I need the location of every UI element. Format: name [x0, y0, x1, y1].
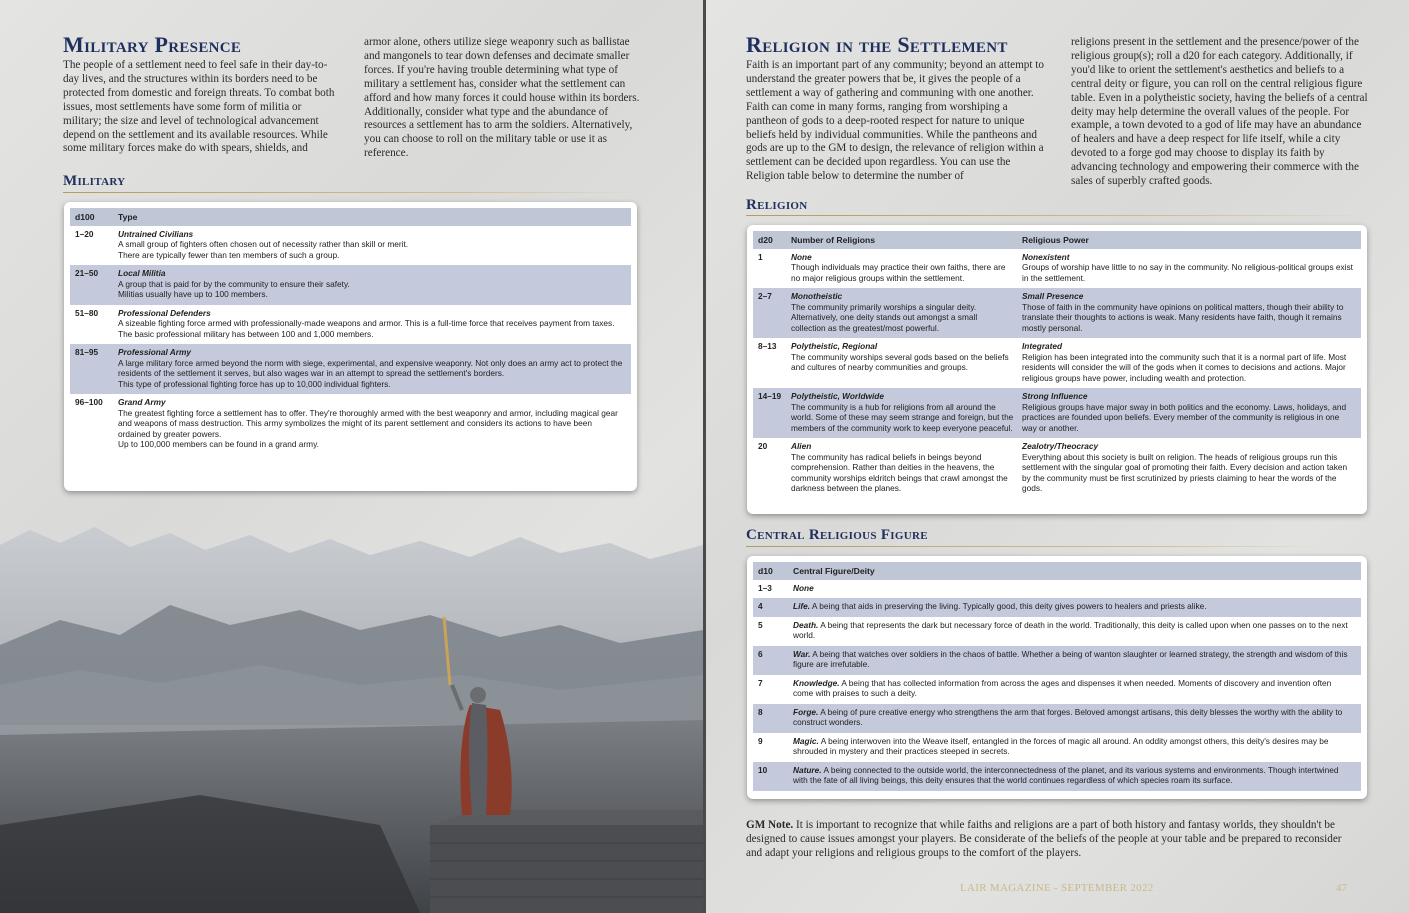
table-row — [753, 675, 1361, 704]
table-row — [753, 288, 1361, 338]
figure-cell — [793, 649, 1361, 670]
table-row — [753, 338, 1361, 388]
religion-count-name: None — [791, 251, 812, 262]
religion-count-name: Alien — [791, 441, 812, 451]
religion-table-body — [753, 249, 1361, 499]
figure-name: Knowledge. — [793, 677, 840, 688]
religion-count-name: Polytheistic, Regional — [791, 341, 878, 351]
knight-illustration — [0, 525, 703, 913]
row-description: This type of professional fighting force has up to 10,000 individual fighters. — [118, 378, 391, 389]
row-content — [118, 229, 631, 261]
figure-description: A being interwoven into the Weave itself, entangled in the forces of magic all around. An oddity amongst others, this deity's desires may be shrouded in mystery and their practices steeped in secrets. — [793, 735, 1329, 756]
table-row — [753, 646, 1361, 675]
header-religious-power: Religious Power — [1022, 235, 1089, 245]
military-heading: Military — [63, 173, 126, 189]
roll-range: 8 — [758, 706, 763, 717]
roll-range: 4 — [758, 601, 763, 611]
military-intro-col1: The people of a settlement need to feel safe in their day-to-day lives, and the structures within its borders need to be protected from domestic and foreign threats. To combat both issues, most settlements have some form of militia or military; the size and level of technological advancement depend on the settlement and its available resources. While some military forces make do with spears, shields, and — [63, 59, 335, 155]
table-row — [753, 704, 1361, 733]
row-name: Untrained Civilians — [118, 228, 194, 239]
religion-intro-col2: religions present in the settlement and the presence/power of the religious group(s); roll a d20 for each category. Additionally, if you'd like to orient the settlement's aesthetics and beliefs to a central deity or figure, you can roll on the central religious figure table. Even in a polytheistic society, having the beliefs of a central deity may help determine the overall values of the people. For example, a town devoted to a god of life may have an abundance of healers and have a deep respect for life itself, while a city devoted to a forge god may choose to display its faith by advancing technology and empowering their commerce with the sales of superbly crafted goods. — [1071, 36, 1368, 188]
religion-count-name: Polytheistic, Worldwide — [791, 391, 884, 401]
religious-power-cell — [1022, 291, 1361, 333]
figure-cell — [793, 678, 1361, 699]
row-content — [118, 397, 631, 450]
figure-name: War. — [793, 648, 811, 659]
page-number: 47 — [1336, 882, 1347, 894]
religious-power-description: Groups of worship have little to no say in the community. No religious-political groups exist in the settlement. — [1022, 262, 1353, 283]
roll-range: 5 — [758, 619, 763, 630]
religion-count-description: The community has radical beliefs in beings beyond comprehension. Rather than deities in the heavens, the community worships eldritch beings that crawl amongst the darkness between the planes. — [791, 451, 1008, 493]
landscape-painting — [0, 525, 703, 913]
header-d10: d10 — [758, 566, 773, 576]
roll-range: 1–3 — [758, 582, 772, 593]
row-name: Professional Army — [118, 347, 192, 357]
religion-heading: Religion — [746, 197, 808, 213]
figure-name: None — [793, 582, 814, 593]
religion-count-description: The community primarily worships a singular deity. Alternatively, one deity stands out amongst a small collection as the greatest/most powerful. — [791, 301, 978, 333]
row-description: Militias usually have up to 100 members. — [118, 289, 268, 299]
gm-note-label: GM Note. — [746, 819, 794, 831]
figure-description: A being of pure creative energy who strengthens the arm that forges. Beloved amongst artisans, this deity blesses the worthy with the ability to construct wonders. — [793, 706, 1343, 727]
row-name: Professional Defenders — [118, 307, 211, 318]
figure-name: Life. — [793, 601, 811, 611]
religion-count-description: The community is a hub for religions from all around the world. Some of these may seem strange and foreign, but the members of the community work to keep everyone peaceful. — [791, 401, 1014, 433]
figure-name: Nature. — [793, 764, 822, 775]
figure-cell — [793, 707, 1361, 728]
religion-intro-col1: Faith is an important part of any community; beyond an attempt to understand the greater powers that be, it gives the people of a settlement a way of gathering and communing with one another. Faith can come in many forms, ranging from worshiping a pantheon of gods to a deep-rooted respect for nature to unique beliefs held by individual communities. While the pantheons and gods are up to the GM to design, the relevance of religion within a settlement can be decided upon regardless. You can use the Religion table below to determine the number of — [746, 59, 1044, 183]
table-row — [70, 226, 631, 266]
table-row — [70, 344, 631, 394]
figure-cell — [793, 601, 1361, 612]
religion-count-name: Monotheistic — [791, 291, 843, 301]
table-row — [753, 388, 1361, 438]
left-page — [0, 0, 703, 913]
religion-table-header — [753, 231, 1361, 249]
military-table-header — [70, 208, 631, 226]
figure-description: A being connected to the outside world, the interconnectedness of the planet, and its various systems and environments. Though intertwined with the fate of all living beings, this deity ensures that the world continues regardless of which species roam its surface. — [793, 764, 1339, 785]
central-figure-table — [747, 556, 1367, 799]
central-figure-table-header — [753, 562, 1361, 580]
religious-power-name: Zealotry/Theocracy — [1022, 441, 1099, 451]
religious-power-cell — [1022, 252, 1361, 284]
figure-cell — [793, 583, 1361, 594]
row-content — [118, 308, 631, 340]
roll-range: 10 — [758, 764, 768, 775]
religious-power-cell — [1022, 391, 1361, 433]
table-row — [70, 394, 631, 455]
row-name: Local Militia — [118, 268, 166, 278]
military-intro-col2: armor alone, others utilize siege weaponry such as ballistae and mangonels to tear down defenses and decimate smaller forces. If you're having trouble determining what type of military a settlement has, consider what the settlement can afford and how many forces it could house within its borders. Additionally, consider what type and the abundance of resources a settlement has to arm the soldiers. Alternatively, you can choose to roll on the military table or use it as reference. — [364, 36, 640, 160]
figure-name: Death. — [793, 619, 819, 630]
header-number-of-religions: Number of Religions — [791, 235, 876, 245]
roll-range: 2–7 — [758, 291, 772, 301]
religious-power-name: Small Presence — [1022, 291, 1084, 301]
row-name: Grand Army — [118, 397, 166, 407]
religion-count-cell — [791, 252, 1022, 284]
figure-description: A being that has collected information from across the ages and dispenses it when needed. Moments of discovery and invention often come with praises to such a deity. — [793, 677, 1332, 698]
header-d100: d100 — [75, 212, 95, 222]
row-description: A sizeable fighting force armed with professionally-made weapons and armor. This is a full-time force that receives payment from taxes. — [118, 318, 615, 328]
roll-range: 6 — [758, 648, 763, 659]
roll-range: 96–100 — [75, 397, 103, 407]
roll-range: 20 — [758, 441, 768, 451]
religious-power-cell — [1022, 441, 1361, 494]
figure-description: A being that represents the dark but necessary force of death in the world. Traditionally, this deity is called upon when one passes on to the next world. — [793, 619, 1348, 640]
gm-note-text: It is important to recognize that while faiths and religions are a part of both history and fantasy worlds, they shouldn't be designed to cause issues amongst your players. Be considerate of the beliefs of the people at your table and be prepared to reconsider and adapt your religions and religious groups to the comfort of the players. — [746, 819, 1342, 860]
roll-range: 1 — [758, 251, 763, 262]
religion-heading-rule — [746, 215, 1370, 216]
roll-range: 21–50 — [75, 268, 99, 278]
religious-power-name: Nonexistent — [1022, 251, 1070, 262]
row-content — [118, 347, 631, 389]
religion-title: Religion in the Settlement — [746, 32, 1008, 57]
header-d20: d20 — [758, 235, 773, 245]
row-description: A large military force armed beyond the norm with siege, experimental, and expensive weaponry. Not only does an army act to protect the residents of the settlement it serves, but also wages war in an attempt to spread the settlement's borders. — [118, 357, 623, 378]
military-table — [64, 202, 637, 491]
figure-name: Magic. — [793, 735, 819, 746]
religion-count-cell — [791, 441, 1022, 494]
row-description: The basic professional military has between 100 and 1,000 members. — [118, 328, 374, 339]
row-description: A group that is paid for by the community to ensure their safety. — [118, 278, 350, 289]
table-row — [70, 305, 631, 345]
roll-range: 9 — [758, 735, 763, 746]
figure-name: Forge. — [793, 706, 819, 717]
table-row — [753, 598, 1361, 617]
religion-table — [747, 225, 1367, 514]
figure-cell — [793, 620, 1361, 641]
row-description: The greatest fighting force a settlement has to offer. They're thoroughly armed with the best weaponry and armor, including magical gear and weapons of mass destruction. This army symbolizes the might of its parent settlement and considers its actions to have been ordained by greater powers. — [118, 407, 618, 439]
central-figure-table-body — [753, 580, 1361, 791]
religious-power-description: Those of faith in the community have opinions on political matters, though their ability to translate their thoughts to actions is weak. Many residents have faith, though it remains mostly personal. — [1022, 301, 1344, 333]
roll-range: 7 — [758, 677, 763, 688]
gm-note — [746, 818, 1356, 861]
table-row — [753, 580, 1361, 599]
row-description: Up to 100,000 members can be found in a grand army. — [118, 439, 319, 449]
religious-power-name: Strong Influence — [1022, 391, 1088, 401]
central-figure-heading: Central Religious Figure — [746, 527, 928, 543]
figure-cell — [793, 765, 1361, 786]
table-row — [753, 438, 1361, 499]
military-table-body — [70, 226, 631, 455]
religion-count-cell — [791, 341, 1022, 383]
religion-count-cell — [791, 291, 1022, 333]
roll-range: 1–20 — [75, 228, 94, 239]
header-central-figure: Central Figure/Deity — [793, 566, 875, 576]
header-type: Type — [118, 212, 138, 222]
table-row — [753, 733, 1361, 762]
figure-cell — [793, 736, 1361, 757]
row-description: A small group of fighters often chosen out of necessity rather than skill or merit. — [118, 239, 409, 249]
footer-magazine: LAIR MAGAZINE - SEPTEMBER 2022 — [960, 882, 1154, 894]
religious-power-cell — [1022, 341, 1361, 383]
religion-count-cell — [791, 391, 1022, 433]
table-row — [753, 617, 1361, 646]
religious-power-name: Integrated — [1022, 341, 1063, 351]
figure-description: A being that watches over soldiers in the chaos of battle. Whether a being of wanton slaughter or learned strategy, the strength and wisdom of this figure are irrefutable. — [793, 648, 1348, 669]
central-figure-heading-rule — [746, 546, 1326, 547]
religion-count-description: The community worships several gods based on the beliefs and cultures of nearby communities and groups. — [791, 351, 1009, 372]
roll-range: 8–13 — [758, 341, 777, 351]
roll-range: 51–80 — [75, 307, 99, 318]
row-description: There are typically fewer than ten members of such a group. — [118, 249, 340, 260]
military-presence-title: Military Presence — [63, 32, 242, 57]
religious-power-description: Religious groups have major sway in both politics and the economy. Laws, holidays, and practices are founded upon beliefs. Every member of the community is religious in one way or another. — [1022, 401, 1347, 433]
religious-power-description: Everything about this society is built on religion. The heads of religious groups run this settlement with the singular goal of promoting their faith. Every decision and action taken by the community must be first scrutinized by priests claiming to hear the words of the gods. — [1022, 451, 1348, 493]
row-content — [118, 268, 631, 300]
religious-power-description: Religion has been integrated into the community such that it is a normal part of life. Most residents will consider the will of the gods when it comes to decisions and actions. Major religious groups have power, including wealth and protection. — [1022, 351, 1347, 383]
figure-description: A being that aids in preserving the living. Typically good, this deity gives powers to healers and priests alike. — [811, 601, 1207, 611]
table-row — [753, 249, 1361, 289]
roll-range: 81–95 — [75, 347, 99, 357]
military-heading-rule — [63, 192, 641, 193]
table-row — [753, 762, 1361, 791]
roll-range: 14–19 — [758, 391, 782, 401]
religion-count-description: Though individuals may practice their own faiths, there are no major religious groups within the settlement. — [791, 262, 1006, 283]
table-row — [70, 265, 631, 305]
